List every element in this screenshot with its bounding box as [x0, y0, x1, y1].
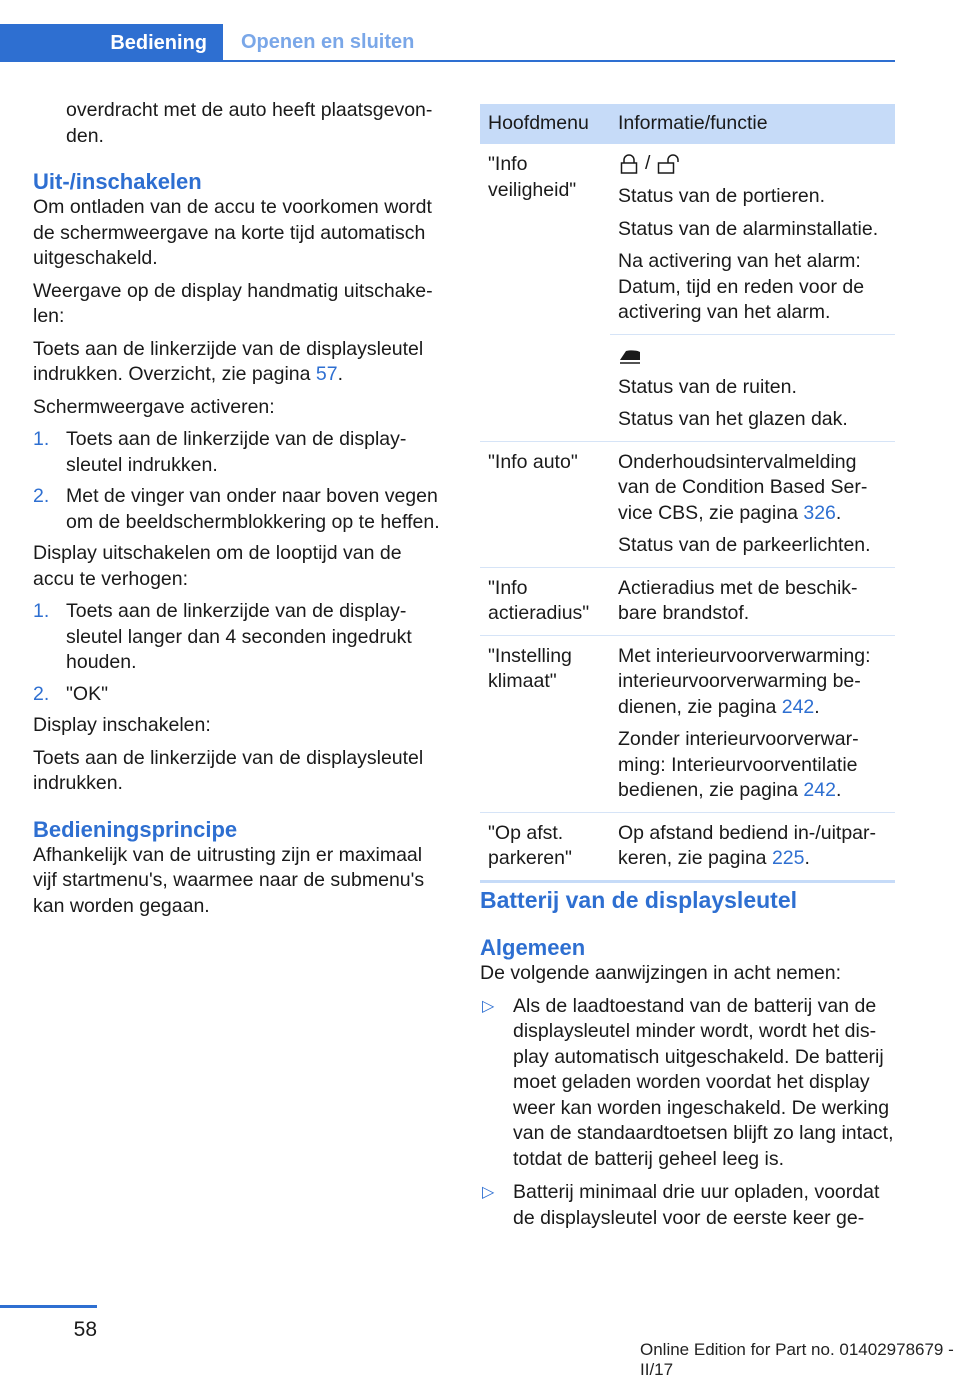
- list-item: [33, 427, 443, 478]
- info-text-part: Zonder interieurvoorverwarming: Interieurvoorventilatie bedienen, zie pagina: [618, 728, 859, 801]
- info-text: Na activering van het alarm: Datum, tijd en reden voor de activering van het alarm.: [618, 250, 865, 323]
- icon-separator: /: [645, 152, 651, 175]
- menu-info-cell: [610, 567, 895, 635]
- paragraph: Display uitschakelen om de looptijd van de accu te verhogen:: [33, 542, 402, 590]
- info-text-part: .: [835, 501, 842, 524]
- page-link-242[interactable]: 242: [803, 779, 836, 801]
- info-text: Status van de ruiten.: [618, 375, 797, 398]
- info-text-part: Met interieurvoorverwarming: interieurvoorverwarming bedienen, zie pagina: [618, 644, 871, 718]
- paragraph-text: .: [337, 363, 344, 385]
- paragraph: Display inschakelen:: [33, 714, 211, 736]
- page-number: 58: [73, 1318, 97, 1341]
- list-item-text: Batterij minimaal drie uur opladen, voordat de displaysleutel voor de eerste keer ge-: [513, 1181, 880, 1229]
- info-text: [618, 644, 887, 721]
- heading-bedieningsprincipe: Bedieningsprincipe: [33, 816, 238, 842]
- steps-list-activate: [33, 427, 443, 535]
- info-text: Status van het glazen dak.: [618, 408, 848, 430]
- info-text: Status van de alarminstallatie.: [618, 217, 879, 240]
- car-window-icon: [618, 344, 644, 366]
- menu-name: "Info auto": [480, 441, 610, 567]
- menu-info-cell: [610, 334, 895, 441]
- paragraph: Afhankelijk van de uitrusting zijn er maximaal vijf startmenu's, waarmee naar de submenu's kan worden gegaan.: [33, 843, 425, 917]
- tabbar-rule: [0, 60, 895, 62]
- window-icon-wrap: [618, 343, 887, 367]
- door-lock-icons: [618, 152, 887, 176]
- lock-open-icon: [655, 153, 681, 175]
- list-number: 2.: [33, 485, 50, 507]
- heading-uit-inschakelen: Uit-/inschakelen: [33, 169, 202, 194]
- info-text-part: .: [835, 779, 842, 801]
- info-text: Status van de parkeerlichten.: [618, 534, 871, 556]
- right-column: [480, 886, 895, 1239]
- left-column: [33, 98, 443, 926]
- page-link-225[interactable]: 225: [771, 847, 805, 869]
- column-header: Informatie/functie: [610, 104, 895, 144]
- page-link-57[interactable]: 57: [315, 363, 338, 385]
- heading-batterij-displaysleutel: Batterij van de displaysleutel: [480, 887, 798, 913]
- table-row: [480, 635, 895, 812]
- intro-text: overdracht met de auto heeft plaatsgevonden.: [66, 99, 433, 147]
- steps-list-switch-off: [33, 599, 443, 707]
- paragraph-text: Toets aan de linkerzijde van de displaysleutel indrukken. Overzicht, zie pagina: [33, 337, 424, 385]
- info-text: [618, 821, 887, 872]
- menu-info-cell: [610, 441, 895, 567]
- list-number: 2.: [33, 682, 50, 705]
- menu-info-cell: [610, 812, 895, 881]
- bullet-triangle-icon: ▷: [482, 997, 495, 1015]
- page-link-326[interactable]: 326: [803, 501, 836, 524]
- list-item: [33, 484, 443, 535]
- paragraph: Schermweergave activeren:: [33, 395, 275, 418]
- tab-openen-en-sluiten[interactable]: Openen en sluiten: [241, 30, 415, 53]
- menu-name: "Info actieradius": [480, 567, 610, 635]
- footer-rule: [0, 1305, 97, 1308]
- table-row: [480, 441, 895, 567]
- bullet-triangle-icon: ▷: [482, 1184, 495, 1201]
- list-number: 1.: [33, 428, 50, 450]
- column-header: Hoofdmenu: [480, 104, 610, 144]
- info-text-part: .: [814, 695, 820, 718]
- heading-algemeen: Algemeen: [480, 935, 586, 960]
- list-number: 1.: [33, 600, 50, 622]
- info-text: [618, 727, 887, 804]
- menu-name: "Info veiligheid": [480, 144, 610, 441]
- info-text-part: Onderhoudsintervalmelding van de Condition Based Service CBS, zie pagina: [618, 450, 868, 524]
- list-item-text: Toets aan de linkerzijde van de displaysleutel indrukken.: [66, 428, 407, 476]
- tab-bediening[interactable]: Bediening: [0, 24, 223, 62]
- menu-name: "Op afst. parkeren": [480, 812, 610, 881]
- list-item: [480, 1180, 895, 1231]
- list-item: [33, 599, 443, 676]
- lock-closed-icon: [618, 153, 640, 175]
- info-text-part: Op afstand bediend in-/uitparkeren, zie pagina: [618, 821, 877, 869]
- table-row: [480, 567, 895, 635]
- menu-info-cell: [610, 144, 895, 334]
- paragraph: Weergave op de display handmatig uitschakelen:: [33, 279, 433, 327]
- info-text-part: .: [804, 847, 810, 869]
- notes-list: [480, 994, 895, 1232]
- list-item: [480, 994, 895, 1173]
- paragraph: De volgende aanwijzingen in acht nemen:: [480, 962, 841, 984]
- list-item-text: Als de laadtoestand van de batterij van de displaysleutel minder wordt, wordt het display automatisch uitgeschakeld. De batterij moet geladen worden voordat het display weer kan worden ingeschakeld. De werking van de standaardtoetsen blijft zo lang intact, totdat de batterij geheel leeg is.: [513, 994, 894, 1170]
- list-item-text: "OK": [66, 682, 109, 705]
- paragraph: Toets aan de linkerzijde van de displaysleutel indrukken.: [33, 746, 424, 794]
- info-text: Status van de portieren.: [618, 185, 826, 207]
- list-item: [33, 682, 443, 708]
- page-link-242[interactable]: 242: [781, 695, 815, 718]
- table-header-row: [480, 104, 895, 144]
- menu-info-cell: [610, 635, 895, 812]
- info-text: Actieradius met de beschikbare brandstof.: [618, 576, 858, 624]
- list-item-text: Toets aan de linkerzijde van de displaysleutel langer dan 4 seconden ingedrukt houden.: [66, 600, 412, 673]
- paragraph: [33, 337, 443, 388]
- main-menu-table: [480, 104, 895, 883]
- info-text: [618, 450, 887, 527]
- chapter-tabbar: [0, 24, 895, 62]
- table-row: [480, 812, 895, 881]
- list-item-text: Met de vinger van onder naar boven vegen om de beeldschermblokkering op te heffen.: [66, 485, 440, 533]
- table-row: [480, 144, 895, 334]
- menu-name: "Instelling klimaat": [480, 635, 610, 812]
- edition-note: Online Edition for Part no. 01402978679 - II/17: [640, 1340, 954, 1379]
- paragraph: Om ontladen van de accu te voorkomen wordt de schermweergave na korte tijd automatisch uitgeschakeld.: [33, 196, 432, 269]
